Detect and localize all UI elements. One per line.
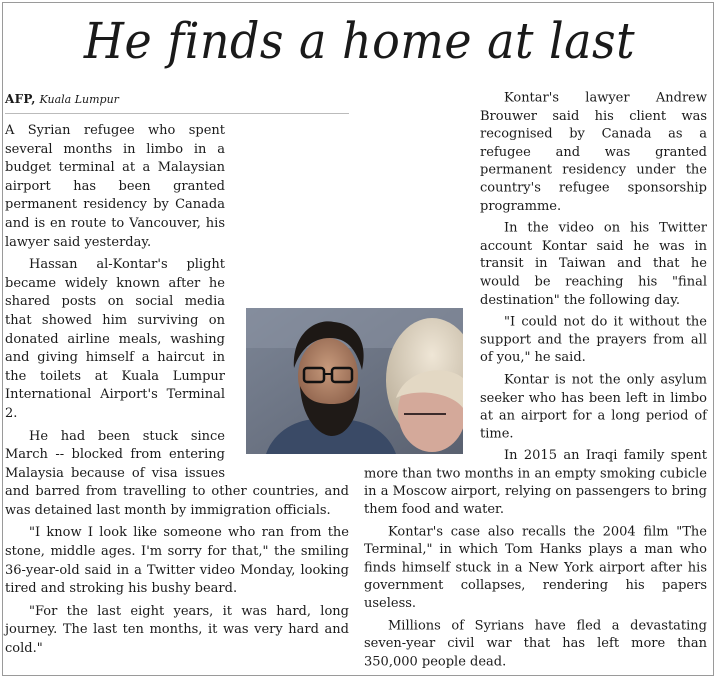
paragraph: "I know I look like someone who ran from the stone, middle ages. I'm sorry for that," the smiling 36-year-old said in a Twitter video Monday, looking tired and stroking his bushy beard. [5, 525, 349, 597]
paragraph: A Syrian refugee who spent several months in limbo in a budget terminal at a Malaysian airport has been granted permanent residency by Canada and is en route to Vancouver, his lawyer said yesterday. [5, 123, 225, 250]
byline-agency: AFP, [5, 92, 36, 106]
photo-illustration [246, 308, 463, 454]
paragraph: Kontar's case also recalls the 2004 film "The Terminal," in which Tom Hanks plays a man who finds himself stuck in a New York airport after his government collapses, rendering his papers useless. [364, 524, 707, 612]
byline-place: Kuala Lumpur [39, 93, 119, 106]
paragraph: Hassan al-Kontar's plight became widely known after he shared posts on social media that showed him surviving on donated airline meals, washing and giving himself a haircut in the toilets at Kuala Lumpur International Airport's Terminal 2. [5, 257, 225, 421]
paragraph: Millions of Syrians have fled a devastating seven-year civil war that has left more than 350,000 people dead. [364, 618, 707, 669]
paragraph: Kontar is not the only asylum seeker who has been left in limbo at an airport for a long period of time. [480, 372, 707, 442]
headline: He finds a home at last [83, 12, 636, 70]
paragraph: In 2015 an Iraqi family spent more than two months in an empty smoking cubicle in a Moscow airport, relying on passengers to bring them food and water. [364, 448, 707, 518]
paragraph: Kontar's lawyer Andrew Brouwer said his client was recognised by Canada as a refugee and was granted permanent residency under the country's refugee sponsorship programme. [480, 90, 707, 214]
paragraph: "I could not do it without the support and the prayers from all of you," he said. [480, 314, 707, 366]
paragraph: In the video on his Twitter account Kontar said he was in transit in Taiwan and that he would be reaching his "final destination" the following day. [480, 220, 707, 308]
byline [5, 90, 349, 114]
news-photo [246, 308, 463, 454]
paragraph: He had been stuck since March -- blocked from entering Malaysia because of visa issues and barred from travelling to other countries, and was detained last month by immigration officials. [5, 428, 349, 518]
paragraph: "For the last eight years, it was hard, long journey. The last ten months, it was very hard and cold." [5, 603, 349, 657]
